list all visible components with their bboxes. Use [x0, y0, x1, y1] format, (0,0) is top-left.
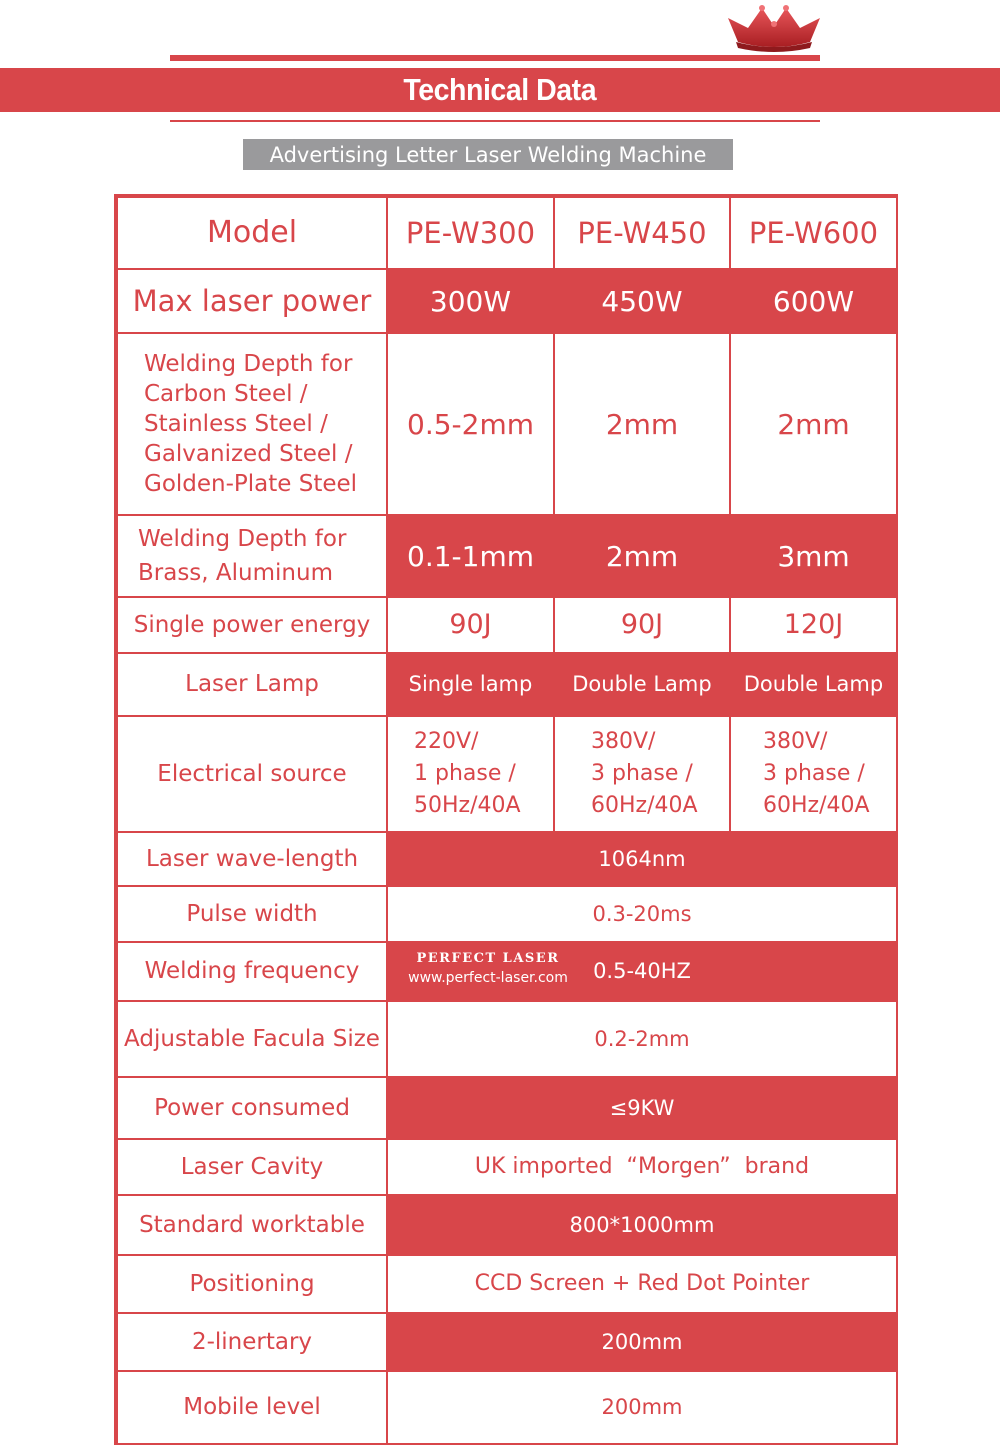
- cell-value: 90J: [387, 597, 554, 653]
- cell-value: [554, 716, 730, 832]
- spec-table: [116, 196, 898, 1445]
- table-row: [117, 716, 897, 832]
- table-row: [117, 1371, 897, 1444]
- cell-value: 1064nm: [387, 832, 897, 886]
- row-label: [117, 515, 387, 597]
- cell-value: 2mm: [554, 515, 730, 597]
- cell-value: Double Lamp: [730, 653, 897, 716]
- product-subtitle: Advertising Letter Laser Welding Machine: [243, 139, 733, 170]
- table-row: [117, 515, 897, 597]
- model-name: PE-W600: [730, 197, 897, 269]
- row-label: Mobile level: [117, 1371, 387, 1444]
- row-label: Laser wave-length: [117, 832, 387, 886]
- cell-value: 450W: [554, 269, 730, 333]
- cell-line: 380V/: [591, 729, 656, 754]
- model-label: Model: [117, 197, 387, 269]
- cell-value: 600W: [730, 269, 897, 333]
- header-top-rule: [170, 55, 820, 61]
- cell-value: 120J: [730, 597, 897, 653]
- row-label: Adjustable Facula Size: [117, 1001, 387, 1077]
- row-label: Pulse width: [117, 886, 387, 942]
- cell-text: 0.5-40HZ: [593, 959, 691, 984]
- table-row: [117, 1195, 897, 1255]
- row-label-line: Stainless Steel /: [144, 411, 328, 437]
- cell-value: ≤9KW: [387, 1077, 897, 1139]
- model-name: PE-W450: [554, 197, 730, 269]
- cell-value: Single lamp: [387, 653, 554, 716]
- cell-value: 300W: [387, 269, 554, 333]
- logo-name: PERFECT LASER: [416, 951, 560, 966]
- row-label: Standard worktable: [117, 1195, 387, 1255]
- row-label: Single power energy: [117, 597, 387, 653]
- page-title: Technical Data: [403, 72, 597, 107]
- cell-value: 2mm: [554, 333, 730, 515]
- cell-line: 60Hz/40A: [763, 793, 870, 818]
- row-label: Laser Cavity: [117, 1139, 387, 1195]
- cell-line: 3 phase /: [591, 761, 693, 786]
- table-row-model: [117, 197, 897, 269]
- cell-value: 2mm: [730, 333, 897, 515]
- row-label-line: Welding Depth for: [144, 351, 353, 377]
- cell-value: Double Lamp: [554, 653, 730, 716]
- cell-line: 380V/: [763, 729, 828, 754]
- cell-value: [387, 716, 554, 832]
- row-label: Laser Lamp: [117, 653, 387, 716]
- table-row: [117, 1313, 897, 1371]
- cell-value: 800*1000mm: [387, 1195, 897, 1255]
- cell-value: 200mm: [387, 1313, 897, 1371]
- row-label-line: Galvanized Steel /: [144, 441, 353, 467]
- table-row: [117, 653, 897, 716]
- cell-line: 3 phase /: [763, 761, 865, 786]
- cell-value: 0.2-2mm: [387, 1001, 897, 1077]
- table-row: [117, 942, 897, 1001]
- cell-value: 0.3-20ms: [387, 886, 897, 942]
- table-row: [117, 333, 897, 515]
- cell-line: 50Hz/40A: [414, 793, 521, 818]
- cell-value: UK imported “Morgen” brand: [387, 1139, 897, 1195]
- row-label: Max laser power: [117, 269, 387, 333]
- model-name: PE-W300: [387, 197, 554, 269]
- cell-line: 1 phase /: [414, 761, 516, 786]
- cell-value: 90J: [554, 597, 730, 653]
- row-label: [117, 333, 387, 515]
- row-label-line: Welding Depth for: [138, 526, 347, 552]
- table-row: [117, 1255, 897, 1313]
- table-row: [117, 1139, 897, 1195]
- table-row: [117, 597, 897, 653]
- title-bar: [0, 68, 1000, 112]
- cell-value: CCD Screen + Red Dot Pointer: [387, 1255, 897, 1313]
- spec-table-frame: [114, 194, 898, 1445]
- cell-value: 200mm: [387, 1371, 897, 1444]
- cell-value: [387, 942, 897, 1001]
- row-label: Welding frequency: [117, 942, 387, 1001]
- cell-value: 0.5-2mm: [387, 333, 554, 515]
- header-bottom-rule: [170, 120, 820, 122]
- cell-value: 0.1-1mm: [387, 515, 554, 597]
- row-label-line: Brass, Aluminum: [138, 560, 333, 586]
- row-label: Positioning: [117, 1255, 387, 1313]
- row-label-line: Carbon Steel /: [144, 381, 308, 407]
- cell-value: [730, 716, 897, 832]
- cell-value: 3mm: [730, 515, 897, 597]
- table-row: [117, 886, 897, 942]
- brand-logo: [398, 951, 578, 988]
- table-row: [117, 1001, 897, 1077]
- cell-line: 60Hz/40A: [591, 793, 698, 818]
- table-row: [117, 832, 897, 886]
- row-label-line: Golden-Plate Steel: [144, 471, 358, 497]
- row-label: 2-linertary: [117, 1313, 387, 1371]
- row-label: Power consumed: [117, 1077, 387, 1139]
- crown-icon: [722, 2, 826, 52]
- cell-line: 220V/: [414, 729, 479, 754]
- row-label: Electrical source: [117, 716, 387, 832]
- table-row: [117, 1077, 897, 1139]
- table-row: [117, 269, 897, 333]
- logo-url: www.perfect-laser.com: [408, 970, 568, 987]
